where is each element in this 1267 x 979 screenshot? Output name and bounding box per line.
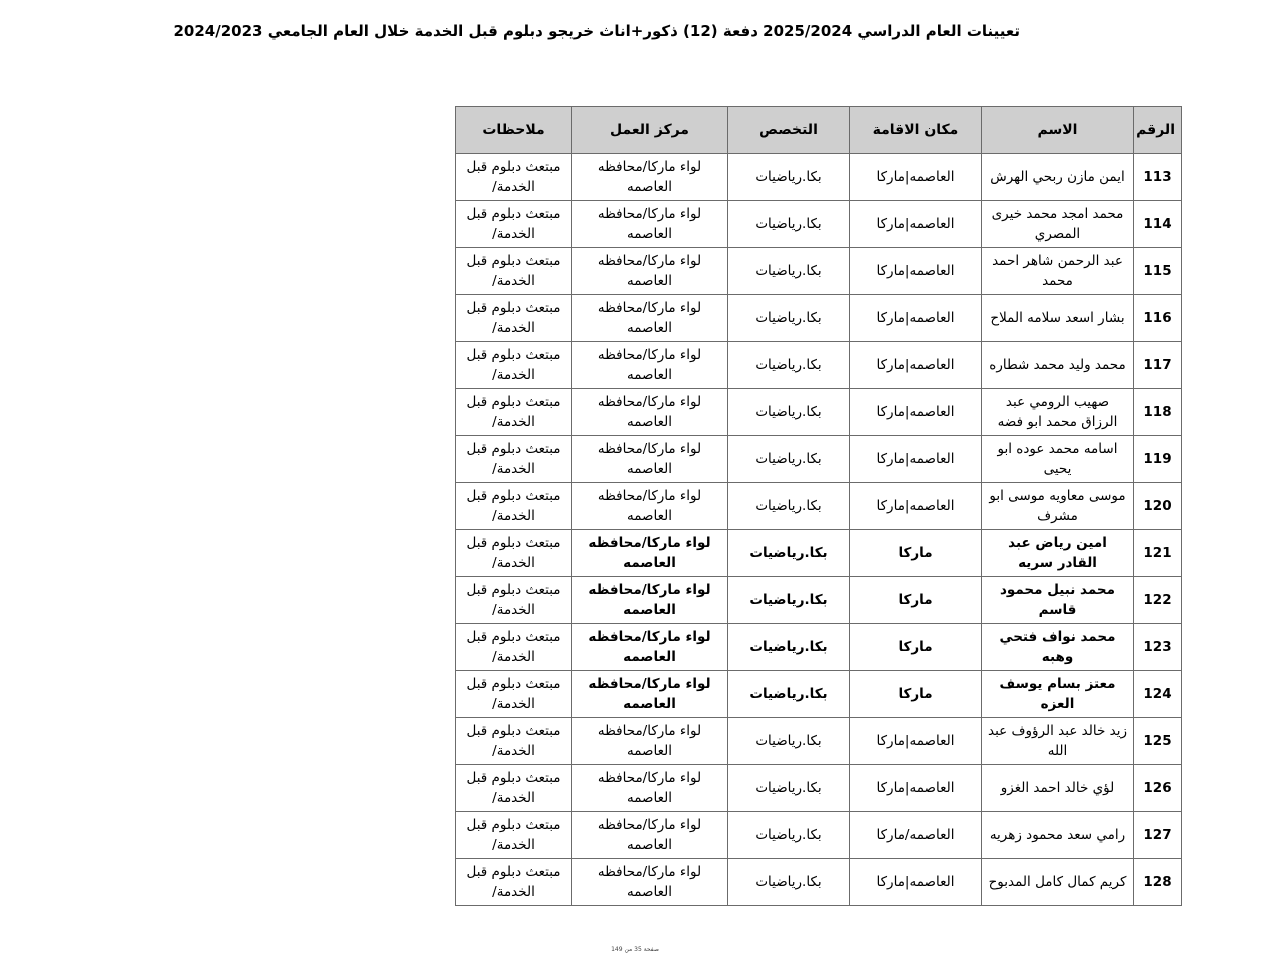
cell-residence: العاصمه|ماركا — [850, 859, 982, 906]
cell-notes: مبتعث دبلوم قبل الخدمة/ — [456, 859, 572, 906]
cell-workplace: لواء ماركا/محافظه العاصمه — [572, 812, 728, 859]
cell-notes: مبتعث دبلوم قبل الخدمة/ — [456, 154, 572, 201]
cell-workplace: لواء ماركا/محافظه العاصمه — [572, 577, 728, 624]
cell-name: صهيب الرومي عبد الرزاق محمد ابو فضه — [982, 389, 1134, 436]
cell-residence: ماركا — [850, 624, 982, 671]
table-row — [456, 718, 1182, 765]
cell-residence: العاصمه|ماركا — [850, 248, 982, 295]
cell-residence: العاصمه|ماركا — [850, 436, 982, 483]
cell-notes: مبتعث دبلوم قبل الخدمة/ — [456, 812, 572, 859]
cell-workplace: لواء ماركا/محافظه العاصمه — [572, 718, 728, 765]
cell-name: بشار اسعد سلامه الملاح — [982, 295, 1134, 342]
cell-workplace: لواء ماركا/محافظه العاصمه — [572, 765, 728, 812]
cell-specialty: بكا.رياضيات — [728, 671, 850, 718]
cell-name: محمد نبيل محمود قاسم — [982, 577, 1134, 624]
cell-name: معتز بسام يوسف العزه — [982, 671, 1134, 718]
cell-specialty: بكا.رياضيات — [728, 530, 850, 577]
header-residence: مكان الاقامة — [850, 107, 982, 154]
cell-specialty: بكا.رياضيات — [728, 436, 850, 483]
cell-num: 115 — [1134, 248, 1182, 295]
cell-residence: ماركا — [850, 577, 982, 624]
cell-name: امين رياض عبد القادر سريه — [982, 530, 1134, 577]
cell-name: محمد نواف فتحي وهبه — [982, 624, 1134, 671]
table-row — [456, 436, 1182, 483]
cell-workplace: لواء ماركا/محافظه العاصمه — [572, 295, 728, 342]
table-row — [456, 154, 1182, 201]
cell-residence: ماركا — [850, 530, 982, 577]
cell-name: موسى معاويه موسى ابو مشرف — [982, 483, 1134, 530]
table-row — [456, 295, 1182, 342]
appointments-table — [455, 106, 1182, 906]
cell-specialty: بكا.رياضيات — [728, 295, 850, 342]
cell-num: 120 — [1134, 483, 1182, 530]
cell-num: 121 — [1134, 530, 1182, 577]
cell-notes: مبتعث دبلوم قبل الخدمة/ — [456, 765, 572, 812]
cell-num: 114 — [1134, 201, 1182, 248]
cell-residence: العاصمه|ماركا — [850, 295, 982, 342]
cell-notes: مبتعث دبلوم قبل الخدمة/ — [456, 624, 572, 671]
cell-notes: مبتعث دبلوم قبل الخدمة/ — [456, 295, 572, 342]
table-row — [456, 859, 1182, 906]
cell-num: 128 — [1134, 859, 1182, 906]
cell-workplace: لواء ماركا/محافظه العاصمه — [572, 154, 728, 201]
cell-notes: مبتعث دبلوم قبل الخدمة/ — [456, 248, 572, 295]
header-specialty: التخصص — [728, 107, 850, 154]
table-row — [456, 812, 1182, 859]
cell-workplace: لواء ماركا/محافظه العاصمه — [572, 483, 728, 530]
cell-name: محمد وليد محمد شطاره — [982, 342, 1134, 389]
cell-notes: مبتعث دبلوم قبل الخدمة/ — [456, 342, 572, 389]
cell-notes: مبتعث دبلوم قبل الخدمة/ — [456, 201, 572, 248]
cell-residence: العاصمه/ماركا — [850, 812, 982, 859]
cell-workplace: لواء ماركا/محافظه العاصمه — [572, 201, 728, 248]
cell-num: 124 — [1134, 671, 1182, 718]
cell-num: 126 — [1134, 765, 1182, 812]
cell-notes: مبتعث دبلوم قبل الخدمة/ — [456, 483, 572, 530]
cell-residence: العاصمه|ماركا — [850, 483, 982, 530]
cell-name: كريم كمال كامل المدبوح — [982, 859, 1134, 906]
cell-specialty: بكا.رياضيات — [728, 765, 850, 812]
cell-specialty: بكا.رياضيات — [728, 483, 850, 530]
cell-num: 125 — [1134, 718, 1182, 765]
cell-residence: العاصمه|ماركا — [850, 389, 982, 436]
table-row — [456, 342, 1182, 389]
cell-num: 117 — [1134, 342, 1182, 389]
cell-specialty: بكا.رياضيات — [728, 342, 850, 389]
cell-workplace: لواء ماركا/محافظه العاصمه — [572, 530, 728, 577]
cell-num: 116 — [1134, 295, 1182, 342]
cell-name: اسامه محمد عوده ابو يحيى — [982, 436, 1134, 483]
cell-notes: مبتعث دبلوم قبل الخدمة/ — [456, 577, 572, 624]
cell-name: ايمن مازن ربحي الهرش — [982, 154, 1134, 201]
cell-num: 118 — [1134, 389, 1182, 436]
cell-specialty: بكا.رياضيات — [728, 859, 850, 906]
cell-workplace: لواء ماركا/محافظه العاصمه — [572, 624, 728, 671]
cell-notes: مبتعث دبلوم قبل الخدمة/ — [456, 671, 572, 718]
cell-specialty: بكا.رياضيات — [728, 624, 850, 671]
cell-notes: مبتعث دبلوم قبل الخدمة/ — [456, 530, 572, 577]
document-title: تعيينات العام الدراسي 2025/2024 دفعة (12) ذكور+اناث خريجو دبلوم قبل الخدمة خلال العام الجامعي 2024/2023 — [173, 22, 1020, 40]
table-row — [456, 624, 1182, 671]
cell-specialty: بكا.رياضيات — [728, 389, 850, 436]
table-row — [456, 577, 1182, 624]
cell-name: لؤي خالد احمد الغزو — [982, 765, 1134, 812]
cell-specialty: بكا.رياضيات — [728, 577, 850, 624]
table-header-row — [456, 107, 1182, 154]
cell-name: زيد خالد عبد الرؤوف عبد الله — [982, 718, 1134, 765]
cell-name: عبد الرحمن شاهر احمد محمد — [982, 248, 1134, 295]
table-row — [456, 530, 1182, 577]
cell-residence: ماركا — [850, 671, 982, 718]
table-body — [456, 154, 1182, 906]
header-workplace: مركز العمل — [572, 107, 728, 154]
cell-specialty: بكا.رياضيات — [728, 154, 850, 201]
table-row — [456, 671, 1182, 718]
cell-num: 123 — [1134, 624, 1182, 671]
cell-specialty: بكا.رياضيات — [728, 248, 850, 295]
cell-workplace: لواء ماركا/محافظه العاصمه — [572, 248, 728, 295]
cell-specialty: بكا.رياضيات — [728, 201, 850, 248]
cell-notes: مبتعث دبلوم قبل الخدمة/ — [456, 718, 572, 765]
page-number: صفحة 35 من 149 — [611, 946, 659, 953]
cell-workplace: لواء ماركا/محافظه العاصمه — [572, 859, 728, 906]
cell-num: 122 — [1134, 577, 1182, 624]
cell-specialty: بكا.رياضيات — [728, 718, 850, 765]
table-row — [456, 765, 1182, 812]
cell-notes: مبتعث دبلوم قبل الخدمة/ — [456, 436, 572, 483]
cell-residence: العاصمه|ماركا — [850, 154, 982, 201]
table-row — [456, 248, 1182, 295]
cell-workplace: لواء ماركا/محافظه العاصمه — [572, 671, 728, 718]
cell-residence: العاصمه|ماركا — [850, 342, 982, 389]
header-num: الرقم — [1134, 107, 1182, 154]
cell-workplace: لواء ماركا/محافظه العاصمه — [572, 342, 728, 389]
cell-num: 119 — [1134, 436, 1182, 483]
cell-notes: مبتعث دبلوم قبل الخدمة/ — [456, 389, 572, 436]
cell-residence: العاصمه|ماركا — [850, 718, 982, 765]
table-row — [456, 201, 1182, 248]
cell-workplace: لواء ماركا/محافظه العاصمه — [572, 389, 728, 436]
cell-num: 127 — [1134, 812, 1182, 859]
cell-residence: العاصمه|ماركا — [850, 201, 982, 248]
cell-residence: العاصمه|ماركا — [850, 765, 982, 812]
table-row — [456, 483, 1182, 530]
cell-num: 113 — [1134, 154, 1182, 201]
header-name: الاسم — [982, 107, 1134, 154]
header-notes: ملاحظات — [456, 107, 572, 154]
cell-name: محمد امجد محمد خيرى المصري — [982, 201, 1134, 248]
cell-specialty: بكا.رياضيات — [728, 812, 850, 859]
cell-workplace: لواء ماركا/محافظه العاصمه — [572, 436, 728, 483]
cell-name: رامي سعد محمود زهريه — [982, 812, 1134, 859]
table-row — [456, 389, 1182, 436]
